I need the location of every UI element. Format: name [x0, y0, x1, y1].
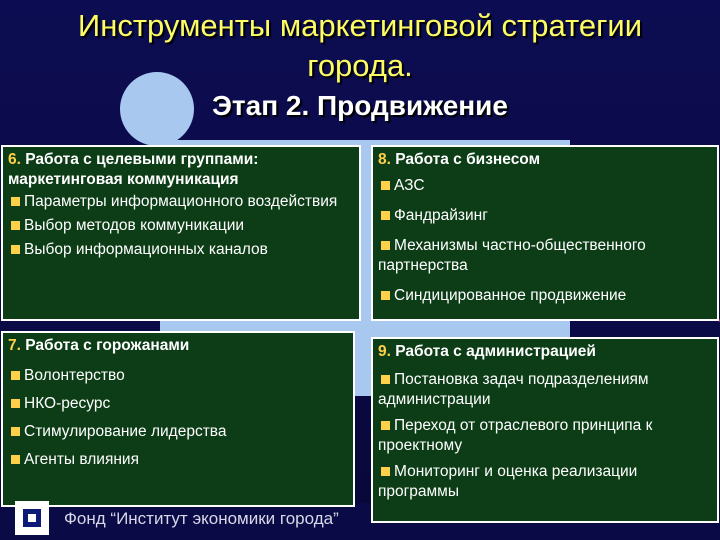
square-bullet-icon: [11, 245, 20, 254]
square-bullet-icon: [11, 221, 20, 230]
square-bullet-icon: [381, 241, 390, 250]
box-heading: [8, 150, 353, 190]
box-heading: 9. Работа с администрацией: [378, 343, 596, 360]
square-bullet-icon: [381, 211, 390, 220]
fund-logo-icon: [15, 501, 49, 535]
list-item: Волонтерство: [8, 366, 347, 386]
list-item: Параметры информационного воздействия: [8, 192, 353, 212]
list-item: АЗС: [378, 176, 711, 196]
box-citizens: [1, 331, 355, 507]
list-item: Выбор информационных каналов: [8, 240, 353, 260]
list-item: Синдицированное продвижение: [378, 286, 711, 306]
box-target-groups: [1, 145, 361, 321]
list-item: Постановка задач подразделениям администрации: [378, 371, 649, 408]
heading-line-2: маркетинговая коммуникация: [8, 171, 239, 188]
list-item: Мониторинг и оценка реализации программы: [378, 463, 638, 500]
list-item: Агенты влияния: [8, 450, 347, 470]
box-administration: [371, 337, 719, 523]
slide-title: [0, 6, 720, 86]
square-bullet-icon: [11, 371, 20, 380]
box-number: 7.: [8, 337, 21, 354]
title-line-1: Инструменты маркетинговой стратегии: [77, 8, 643, 43]
list-item: НКО-ресурс: [8, 394, 347, 414]
box-heading: 8. Работа с бизнесом: [378, 151, 541, 168]
list-item: Стимулирование лидерства: [8, 422, 347, 442]
title-line-2: города.: [307, 48, 413, 83]
box-business: [371, 145, 719, 321]
square-bullet-icon: [11, 399, 20, 408]
square-bullet-icon: [381, 181, 390, 190]
square-bullet-icon: [11, 455, 20, 464]
box-number: 8.: [378, 151, 391, 168]
box-number: 6.: [8, 151, 21, 168]
box-number: 9.: [378, 343, 391, 360]
footer-org-name: Фонд “Институт экономики города”: [64, 509, 339, 528]
square-bullet-icon: [381, 467, 390, 476]
square-bullet-icon: [11, 197, 20, 206]
list-item: Фандрайзинг: [378, 206, 711, 226]
heading-line-1: Работа с целевыми группами:: [25, 151, 259, 168]
list-item: Выбор методов коммуникации: [8, 216, 353, 236]
list-item: Механизмы частно-общественного партнерства: [378, 237, 646, 274]
square-bullet-icon: [11, 427, 20, 436]
slide-subtitle: Этап 2. Продвижение: [212, 90, 508, 121]
box-heading: 7. Работа с горожанами: [8, 337, 190, 354]
list-item: Переход от отраслевого принципа к проектному: [378, 417, 653, 454]
square-bullet-icon: [381, 375, 390, 384]
square-bullet-icon: [381, 291, 390, 300]
square-bullet-icon: [381, 421, 390, 430]
